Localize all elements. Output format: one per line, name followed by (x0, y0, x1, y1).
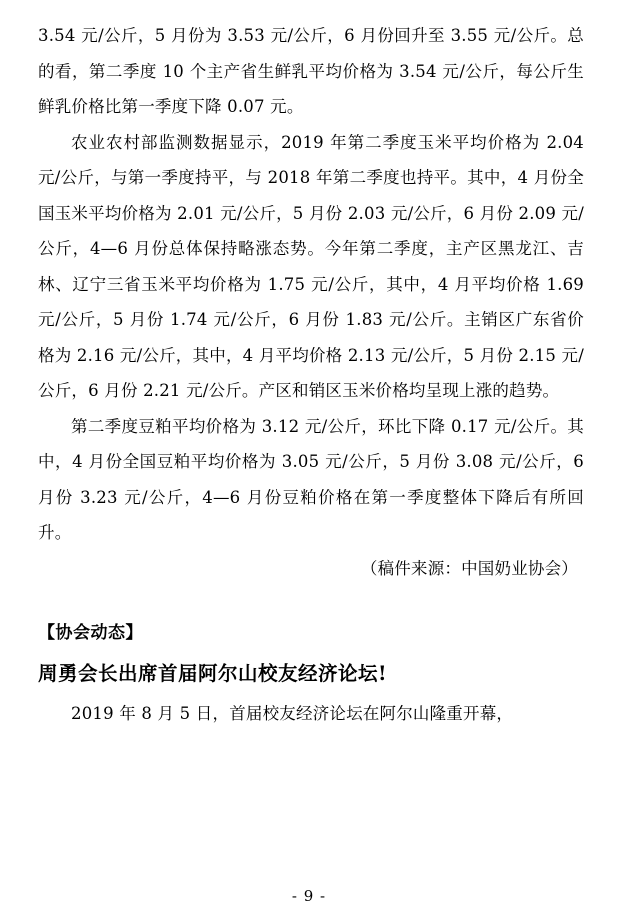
section-tag-association-news: 【协会动态】 (38, 623, 143, 643)
paragraph-corn-price: 农业农村部监测数据显示，2019 年第二季度玉米平均价格为 2.04 元/公斤，与第一季度持平，与 2018 年第二季度也持平。其中，4 月份全国玉米平均价格为 2.01 元/公斤，5 月份 2.03 元/公斤，6 月份 2.09 元/公斤，4—6 月份总体保持略涨态势。今年第二季度，主产区黑龙江、吉林、辽宁三省玉米平均价格为 1.75 元/公斤，其中，4 月平均价格 1.69 元/公斤，5 月份 1.74 元/公斤，6 月份 1.83 元/公斤。主销区广东省价格为 2.16 元/公斤，其中，4 月平均价格 2.13 元/公斤，5 月份 2.15 元/公斤，6 月份 2.21 元/公斤。产区和销区玉米价格均呈现上涨的趋势。 (38, 132, 584, 400)
source-attribution: （稿件来源：中国奶业协会） (360, 558, 578, 578)
page-number: - 9 - (291, 887, 327, 905)
paragraph-milk-price: 3.54 元/公斤，5 月份为 3.53 元/公斤，6 月份回升至 3.55 元/公斤。总的看，第二季度 10 个主产省生鲜乳平均价格为 3.54 元/公斤，每公斤生鲜乳价格比第一季度下降 0.07 元。 (38, 26, 584, 116)
article-headline: 周勇会长出席首届阿尔山校友经济论坛! (38, 662, 388, 685)
paragraph-forum-opening: 2019 年 8 月 5 日，首届校友经济论坛在阿尔山隆重开幕， (71, 704, 514, 723)
paragraph-soybean-meal-price: 第二季度豆粕平均价格为 3.12 元/公斤，环比下降 0.17 元/公斤。其中，4 月份全国豆粕平均价格为 3.05 元/公斤，5 月份 3.08 元/公斤，6 月份 3.23 元/公斤，4—6 月份豆粕价格在第一季度整体下降后有所回升。 (38, 416, 584, 542)
